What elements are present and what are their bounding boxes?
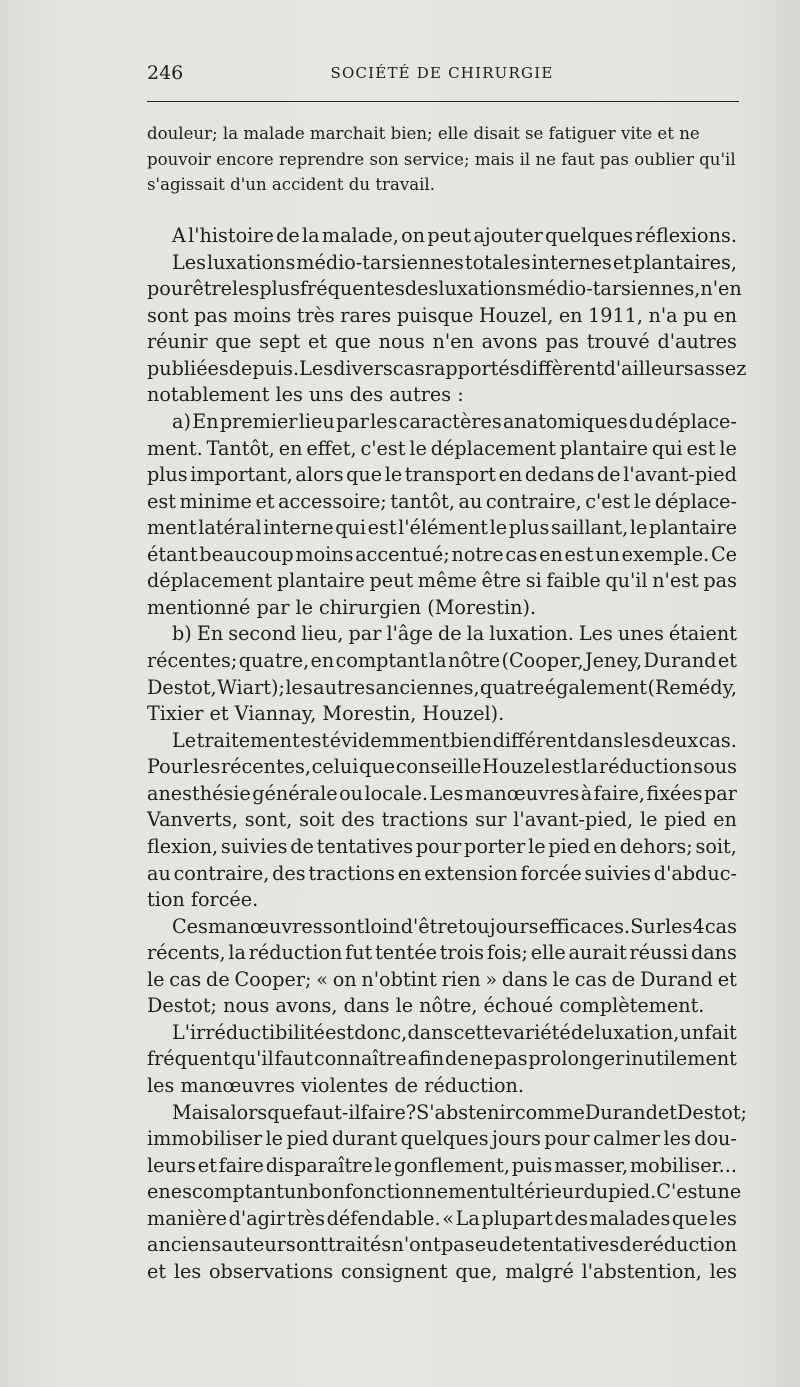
text-line: immobiliser le pied durant quelques jours pour calmer les dou- [147, 1127, 737, 1151]
text-line: fréquent qu'il faut connaître afin de ne pas prolonger inutilement [147, 1047, 737, 1071]
text-line: réunir que sept et que nous n'en avons pas trouvé d'autres [147, 330, 737, 354]
text-line: est minime et accessoire; tantôt, au contraire, c'est le déplace- [147, 489, 737, 513]
text-line: Tixier et Viannay, Morestin, Houzel). [147, 702, 505, 726]
text-line: Destot, Wiart); les autres anciennes, quatre également (Remédy, [147, 675, 737, 699]
text-line: b) En second lieu, par l'âge de la luxation. Les unes étaient [172, 622, 737, 646]
text-line: récents, la réduction fut tentée trois fois; elle aurait réussi dans [147, 941, 737, 965]
text-line: Vanverts, sont, soit des tractions sur l'avant-pied, le pied en [147, 808, 737, 832]
text-line: douleur; la malade marchait bien; elle disait se fatiguer vite et ne [147, 124, 700, 143]
text-line: Les luxations médio-tarsiennes totales internes et plantaires, [172, 250, 737, 274]
text-line: le cas de Cooper; « on n'obtint rien » dans le cas de Durand et [147, 967, 737, 991]
text-line: sont pas moins très rares puisque Houzel, en 1911, n'a pu en [147, 303, 737, 327]
text-line: manière d'agir très défendable. « La plupart des malades que les [147, 1206, 737, 1230]
text-line: anciens auteurs ont traités n'ont pas eu de tentatives de réduction [147, 1233, 737, 1257]
text-line: les manœuvres violentes de réduction. [147, 1074, 524, 1097]
header-rule [147, 101, 739, 102]
running-head: SOCIÉTÉ DE CHIRURGIE [330, 64, 554, 82]
text-line: anesthésie générale ou locale. Les manœuvres à faire, fixées par [147, 781, 737, 805]
text-line: ment. Tantôt, en effet, c'est le déplacement plantaire qui est le [147, 436, 737, 460]
text-line: leurs et faire disparaître le gonflement, puis masser, mobiliser... [147, 1153, 737, 1177]
continued-paragraph [147, 121, 737, 198]
text-line: récentes; quatre, en comptant la nôtre (Cooper, Jeney, Durand et [147, 649, 737, 672]
text-line: plus important, alors que le transport en dedans de l'avant-pied [147, 463, 737, 487]
text-line: pouvoir encore reprendre son service; mais il ne faut pas oublier qu'il [147, 149, 736, 169]
text-line: Ces manœuvres sont loin d'être toujours efficaces. Sur les 4 cas [172, 914, 737, 938]
text-line: a) En premier lieu par les caractères anatomiques du déplace- [172, 409, 737, 433]
text-line: s'agissait d'un accident du travail. [147, 175, 436, 194]
text-line: en escomptant un bon fonctionnement ultérieur du pied. C'est une [147, 1180, 742, 1204]
text-line: A l'histoire de la malade, on peut ajouter quelques réflexions. [172, 224, 737, 247]
text-line: Pour les récentes, celui que conseille Houzel est la réduction sous [147, 755, 737, 779]
text-line: Le traitement est évidemment bien différent dans les deux cas. [172, 728, 737, 752]
main-text [147, 223, 747, 1286]
text-line: étant beaucoup moins accentué; notre cas en est un exemple. Ce [147, 542, 737, 566]
text-line: ment latéral interne qui est l'élément le plus saillant, le plantaire [147, 516, 737, 540]
text-line: au contraire, des tractions en extension forcée suivies d'abduc- [147, 861, 737, 885]
text-line: Mais alors que faut-il faire? S'abstenir comme Durand et Destot; [172, 1100, 747, 1124]
page-header [147, 62, 737, 86]
text-line: L'irréductibilité est donc, dans cette variété de luxation, un fait [172, 1020, 737, 1044]
page-number: 246 [147, 62, 184, 84]
text-line: publiées depuis. Les divers cas rapportés diffèrent d'ailleurs assez [147, 356, 747, 380]
text-line: Destot; nous avons, dans le nôtre, échoué complètement. [147, 994, 705, 1018]
text-line: mentionné par le chirurgien (Morestin). [147, 595, 537, 619]
text-line: et les observations consignent que, malgré l'abstention, les [147, 1259, 737, 1283]
text-line: déplacement plantaire peut même être si faible qu'il n'est pas [147, 569, 737, 593]
text-line: notablement les uns des autres : [147, 383, 464, 407]
text-line: tion forcée. [147, 888, 259, 912]
text-line: pour être les plus fréquentes des luxations médio-tarsiennes, n'en [147, 277, 742, 301]
text-line: flexion, suivies de tentatives pour porter le pied en dehors; soit, [147, 834, 737, 858]
